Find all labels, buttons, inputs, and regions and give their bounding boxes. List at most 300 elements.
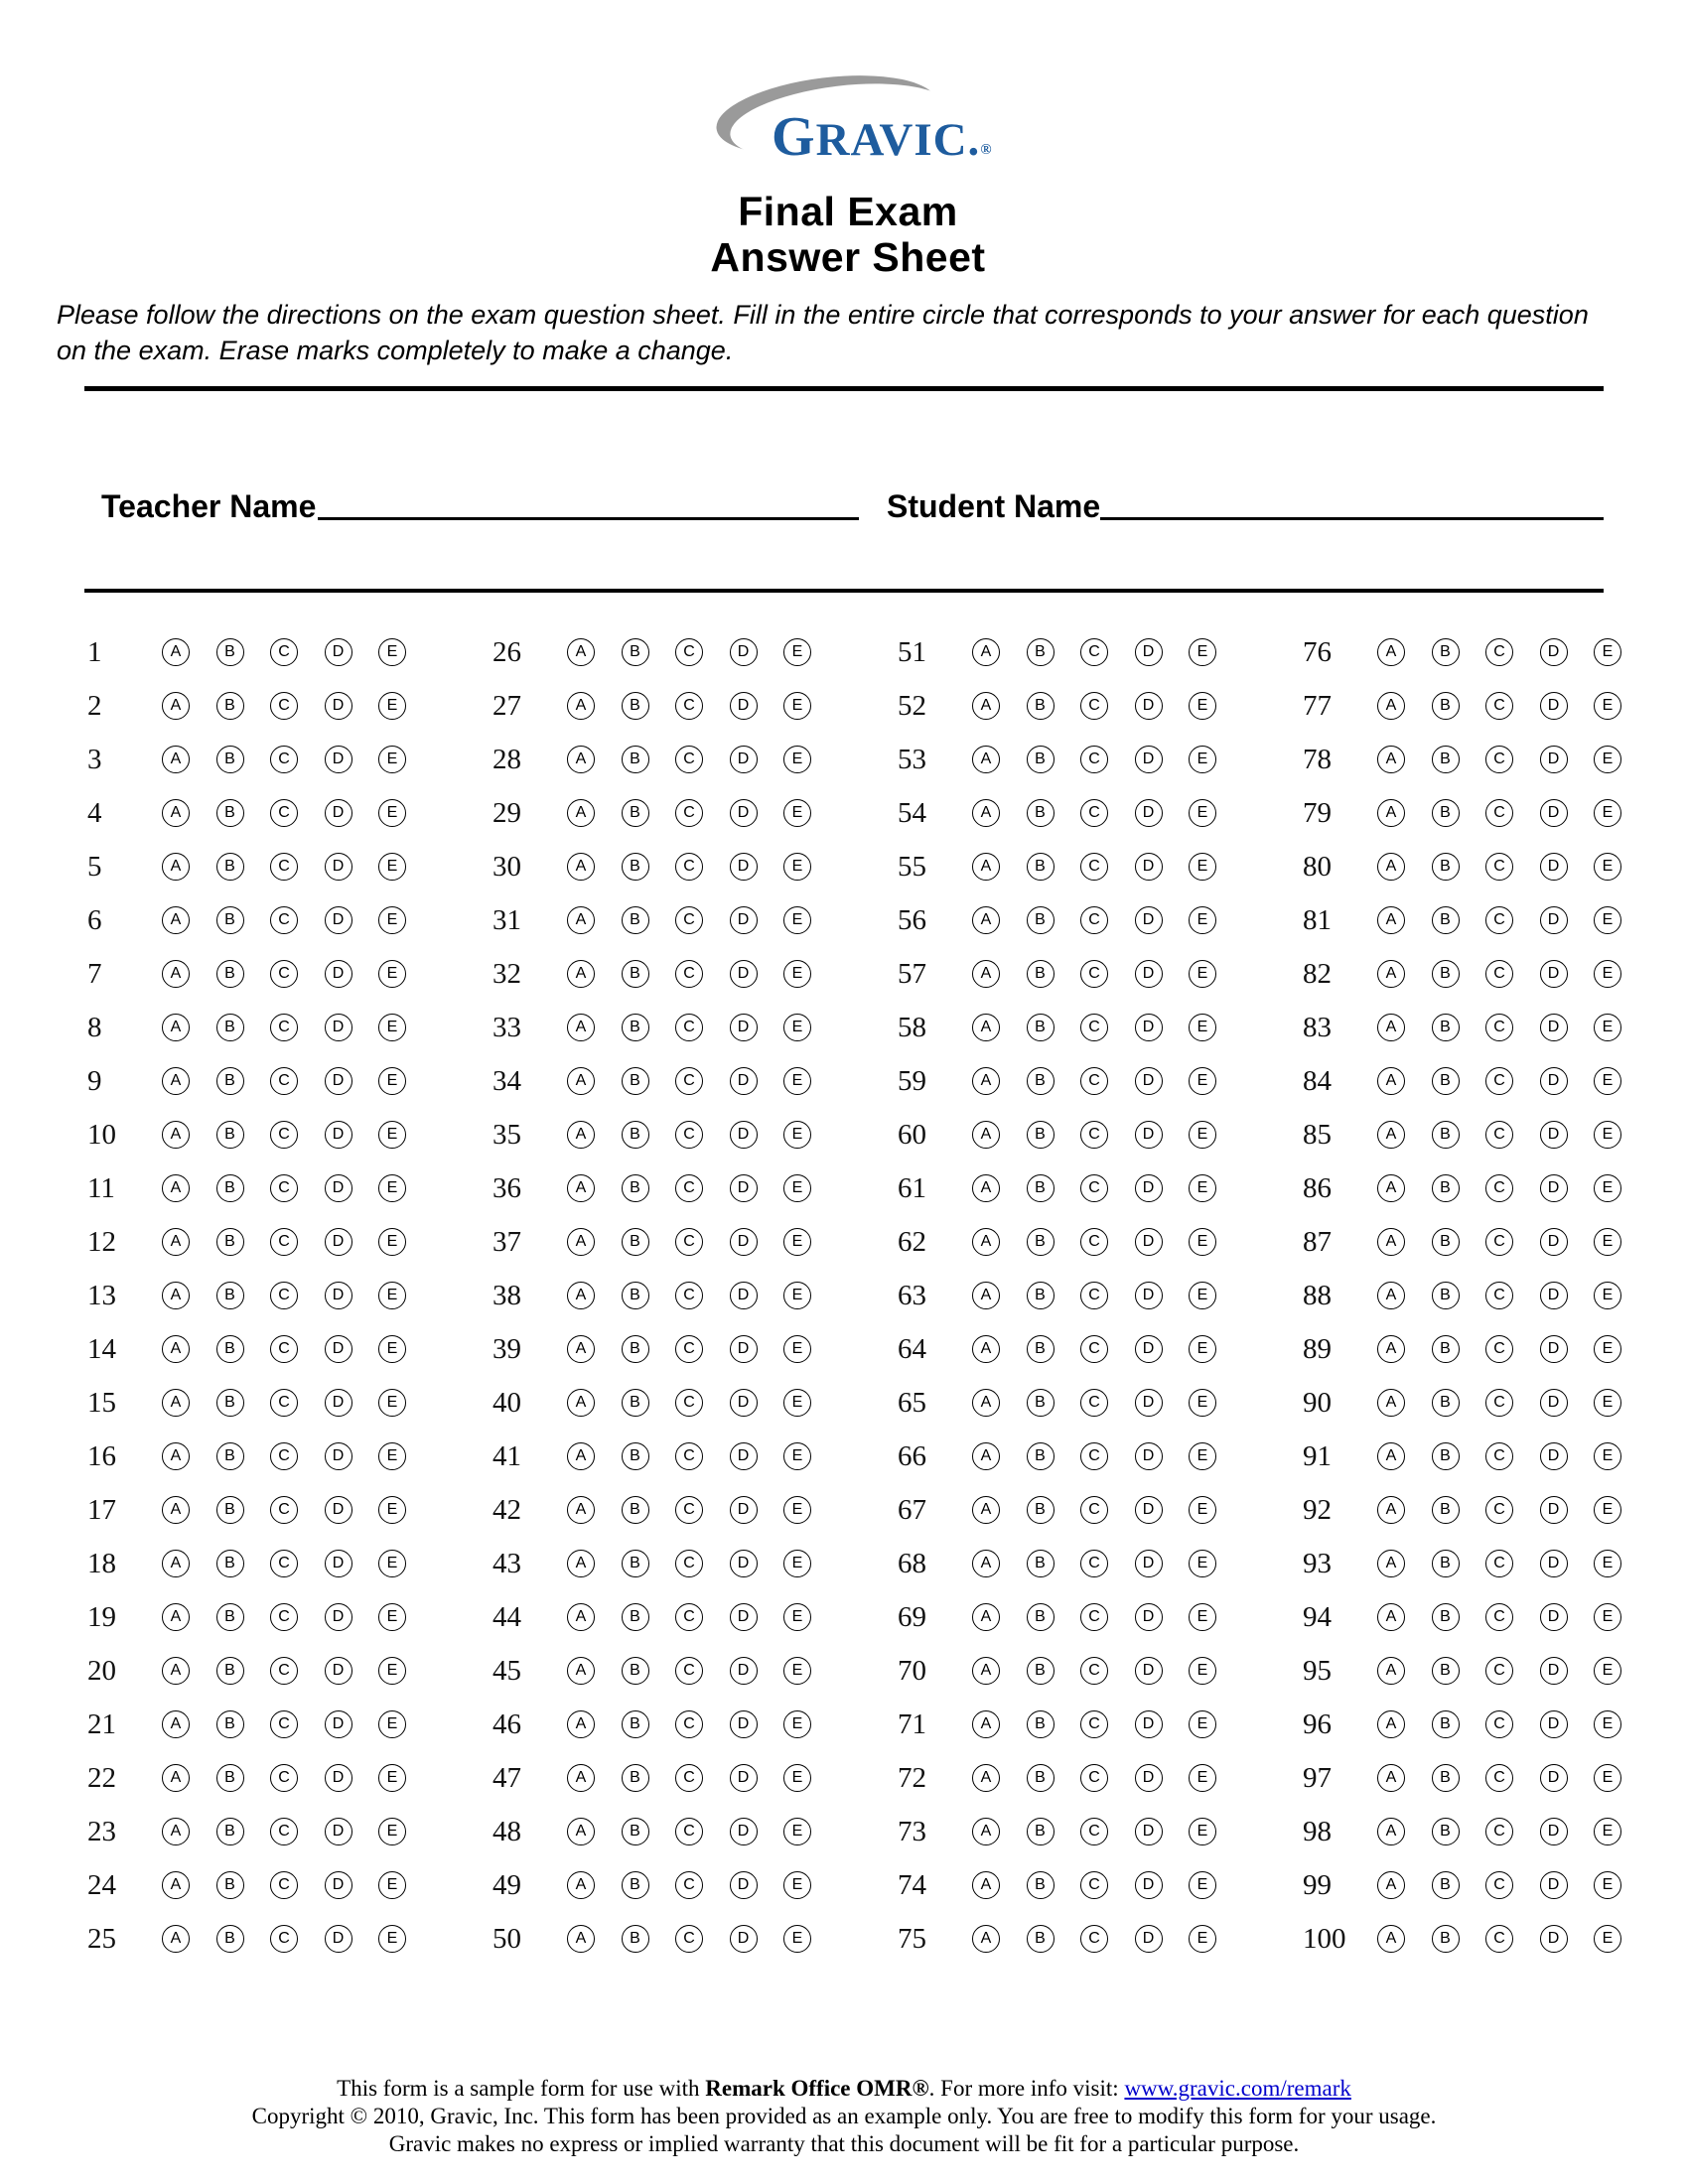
bubble-q10-B[interactable]: B [216,1121,244,1149]
bubble-q55-D[interactable]: D [1135,853,1163,881]
bubble-q96-B[interactable]: B [1432,1710,1460,1738]
bubble-q94-B[interactable]: B [1432,1603,1460,1631]
bubble-q72-A[interactable]: A [972,1764,1000,1792]
bubble-q1-E[interactable]: E [378,638,406,666]
bubble-q37-C[interactable]: C [675,1228,703,1256]
bubble-q24-D[interactable]: D [325,1871,352,1899]
bubble-q7-D[interactable]: D [325,960,352,988]
bubble-q28-B[interactable]: B [622,746,649,773]
bubble-q25-B[interactable]: B [216,1925,244,1953]
bubble-q99-A[interactable]: A [1377,1871,1405,1899]
bubble-q43-D[interactable]: D [730,1550,758,1577]
bubble-q21-B[interactable]: B [216,1710,244,1738]
bubble-q59-B[interactable]: B [1027,1067,1055,1095]
bubble-q40-B[interactable]: B [622,1389,649,1417]
bubble-q42-B[interactable]: B [622,1496,649,1524]
bubble-q32-B[interactable]: B [622,960,649,988]
bubble-q66-B[interactable]: B [1027,1442,1055,1470]
bubble-q47-A[interactable]: A [567,1764,595,1792]
bubble-q22-C[interactable]: C [270,1764,298,1792]
bubble-q100-E[interactable]: E [1594,1925,1621,1953]
bubble-q38-D[interactable]: D [730,1282,758,1309]
bubble-q89-A[interactable]: A [1377,1335,1405,1363]
bubble-q70-D[interactable]: D [1135,1657,1163,1685]
bubble-q69-A[interactable]: A [972,1603,1000,1631]
bubble-q100-C[interactable]: C [1485,1925,1513,1953]
bubble-q46-A[interactable]: A [567,1710,595,1738]
bubble-q96-E[interactable]: E [1594,1710,1621,1738]
bubble-q75-B[interactable]: B [1027,1925,1055,1953]
bubble-q16-A[interactable]: A [162,1442,190,1470]
bubble-q57-B[interactable]: B [1027,960,1055,988]
bubble-q79-A[interactable]: A [1377,799,1405,827]
bubble-q88-B[interactable]: B [1432,1282,1460,1309]
bubble-q82-B[interactable]: B [1432,960,1460,988]
bubble-q87-D[interactable]: D [1540,1228,1568,1256]
bubble-q65-C[interactable]: C [1080,1389,1108,1417]
bubble-q31-E[interactable]: E [783,906,811,934]
bubble-q11-A[interactable]: A [162,1174,190,1202]
bubble-q26-C[interactable]: C [675,638,703,666]
bubble-q19-D[interactable]: D [325,1603,352,1631]
bubble-q10-D[interactable]: D [325,1121,352,1149]
bubble-q2-B[interactable]: B [216,692,244,720]
bubble-q71-D[interactable]: D [1135,1710,1163,1738]
bubble-q22-D[interactable]: D [325,1764,352,1792]
bubble-q24-A[interactable]: A [162,1871,190,1899]
bubble-q42-C[interactable]: C [675,1496,703,1524]
bubble-q70-C[interactable]: C [1080,1657,1108,1685]
bubble-q30-C[interactable]: C [675,853,703,881]
bubble-q60-B[interactable]: B [1027,1121,1055,1149]
bubble-q15-C[interactable]: C [270,1389,298,1417]
bubble-q63-A[interactable]: A [972,1282,1000,1309]
bubble-q68-C[interactable]: C [1080,1550,1108,1577]
bubble-q59-E[interactable]: E [1189,1067,1216,1095]
bubble-q73-E[interactable]: E [1189,1818,1216,1845]
bubble-q83-D[interactable]: D [1540,1014,1568,1041]
bubble-q56-A[interactable]: A [972,906,1000,934]
bubble-q16-D[interactable]: D [325,1442,352,1470]
bubble-q50-D[interactable]: D [730,1925,758,1953]
bubble-q47-E[interactable]: E [783,1764,811,1792]
bubble-q45-B[interactable]: B [622,1657,649,1685]
bubble-q59-D[interactable]: D [1135,1067,1163,1095]
bubble-q21-C[interactable]: C [270,1710,298,1738]
bubble-q60-E[interactable]: E [1189,1121,1216,1149]
bubble-q33-A[interactable]: A [567,1014,595,1041]
bubble-q61-B[interactable]: B [1027,1174,1055,1202]
bubble-q50-C[interactable]: C [675,1925,703,1953]
bubble-q79-C[interactable]: C [1485,799,1513,827]
bubble-q72-D[interactable]: D [1135,1764,1163,1792]
bubble-q93-E[interactable]: E [1594,1550,1621,1577]
bubble-q56-C[interactable]: C [1080,906,1108,934]
bubble-q27-C[interactable]: C [675,692,703,720]
bubble-q80-C[interactable]: C [1485,853,1513,881]
bubble-q84-E[interactable]: E [1594,1067,1621,1095]
bubble-q38-A[interactable]: A [567,1282,595,1309]
bubble-q39-A[interactable]: A [567,1335,595,1363]
bubble-q99-E[interactable]: E [1594,1871,1621,1899]
bubble-q72-B[interactable]: B [1027,1764,1055,1792]
bubble-q27-B[interactable]: B [622,692,649,720]
bubble-q12-B[interactable]: B [216,1228,244,1256]
teacher-name-field[interactable] [318,517,859,520]
bubble-q39-D[interactable]: D [730,1335,758,1363]
bubble-q74-C[interactable]: C [1080,1871,1108,1899]
bubble-q48-C[interactable]: C [675,1818,703,1845]
bubble-q23-A[interactable]: A [162,1818,190,1845]
bubble-q22-A[interactable]: A [162,1764,190,1792]
bubble-q8-D[interactable]: D [325,1014,352,1041]
bubble-q55-B[interactable]: B [1027,853,1055,881]
bubble-q94-D[interactable]: D [1540,1603,1568,1631]
bubble-q89-C[interactable]: C [1485,1335,1513,1363]
bubble-q71-B[interactable]: B [1027,1710,1055,1738]
bubble-q53-E[interactable]: E [1189,746,1216,773]
bubble-q26-B[interactable]: B [622,638,649,666]
bubble-q14-A[interactable]: A [162,1335,190,1363]
bubble-q81-C[interactable]: C [1485,906,1513,934]
bubble-q73-D[interactable]: D [1135,1818,1163,1845]
bubble-q29-E[interactable]: E [783,799,811,827]
bubble-q9-C[interactable]: C [270,1067,298,1095]
bubble-q64-B[interactable]: B [1027,1335,1055,1363]
bubble-q100-A[interactable]: A [1377,1925,1405,1953]
bubble-q3-A[interactable]: A [162,746,190,773]
bubble-q52-B[interactable]: B [1027,692,1055,720]
bubble-q7-E[interactable]: E [378,960,406,988]
bubble-q26-E[interactable]: E [783,638,811,666]
bubble-q45-E[interactable]: E [783,1657,811,1685]
bubble-q33-B[interactable]: B [622,1014,649,1041]
bubble-q16-C[interactable]: C [270,1442,298,1470]
bubble-q17-A[interactable]: A [162,1496,190,1524]
bubble-q73-C[interactable]: C [1080,1818,1108,1845]
bubble-q95-E[interactable]: E [1594,1657,1621,1685]
bubble-q94-C[interactable]: C [1485,1603,1513,1631]
bubble-q67-B[interactable]: B [1027,1496,1055,1524]
bubble-q97-E[interactable]: E [1594,1764,1621,1792]
bubble-q4-A[interactable]: A [162,799,190,827]
bubble-q20-D[interactable]: D [325,1657,352,1685]
bubble-q63-C[interactable]: C [1080,1282,1108,1309]
bubble-q19-E[interactable]: E [378,1603,406,1631]
bubble-q65-E[interactable]: E [1189,1389,1216,1417]
bubble-q15-D[interactable]: D [325,1389,352,1417]
bubble-q7-B[interactable]: B [216,960,244,988]
bubble-q46-C[interactable]: C [675,1710,703,1738]
bubble-q23-C[interactable]: C [270,1818,298,1845]
bubble-q56-E[interactable]: E [1189,906,1216,934]
bubble-q29-B[interactable]: B [622,799,649,827]
bubble-q91-D[interactable]: D [1540,1442,1568,1470]
bubble-q72-C[interactable]: C [1080,1764,1108,1792]
bubble-q77-A[interactable]: A [1377,692,1405,720]
bubble-q84-B[interactable]: B [1432,1067,1460,1095]
bubble-q10-A[interactable]: A [162,1121,190,1149]
bubble-q97-B[interactable]: B [1432,1764,1460,1792]
bubble-q68-D[interactable]: D [1135,1550,1163,1577]
gravic-remark-link[interactable]: www.gravic.com/remark [1124,2076,1351,2101]
bubble-q3-D[interactable]: D [325,746,352,773]
bubble-q22-E[interactable]: E [378,1764,406,1792]
bubble-q7-C[interactable]: C [270,960,298,988]
bubble-q72-E[interactable]: E [1189,1764,1216,1792]
bubble-q77-E[interactable]: E [1594,692,1621,720]
bubble-q12-A[interactable]: A [162,1228,190,1256]
bubble-q85-B[interactable]: B [1432,1121,1460,1149]
bubble-q56-D[interactable]: D [1135,906,1163,934]
bubble-q49-D[interactable]: D [730,1871,758,1899]
bubble-q65-B[interactable]: B [1027,1389,1055,1417]
bubble-q82-C[interactable]: C [1485,960,1513,988]
bubble-q94-A[interactable]: A [1377,1603,1405,1631]
bubble-q64-E[interactable]: E [1189,1335,1216,1363]
bubble-q53-A[interactable]: A [972,746,1000,773]
bubble-q29-A[interactable]: A [567,799,595,827]
bubble-q41-A[interactable]: A [567,1442,595,1470]
bubble-q63-B[interactable]: B [1027,1282,1055,1309]
bubble-q20-B[interactable]: B [216,1657,244,1685]
bubble-q92-E[interactable]: E [1594,1496,1621,1524]
bubble-q97-A[interactable]: A [1377,1764,1405,1792]
bubble-q79-D[interactable]: D [1540,799,1568,827]
bubble-q52-A[interactable]: A [972,692,1000,720]
bubble-q37-B[interactable]: B [622,1228,649,1256]
bubble-q90-C[interactable]: C [1485,1389,1513,1417]
bubble-q2-A[interactable]: A [162,692,190,720]
bubble-q30-B[interactable]: B [622,853,649,881]
bubble-q44-C[interactable]: C [675,1603,703,1631]
bubble-q5-C[interactable]: C [270,853,298,881]
bubble-q38-B[interactable]: B [622,1282,649,1309]
bubble-q61-E[interactable]: E [1189,1174,1216,1202]
bubble-q2-C[interactable]: C [270,692,298,720]
bubble-q46-D[interactable]: D [730,1710,758,1738]
bubble-q55-C[interactable]: C [1080,853,1108,881]
bubble-q80-D[interactable]: D [1540,853,1568,881]
bubble-q66-E[interactable]: E [1189,1442,1216,1470]
bubble-q32-A[interactable]: A [567,960,595,988]
bubble-q13-E[interactable]: E [378,1282,406,1309]
bubble-q76-B[interactable]: B [1432,638,1460,666]
bubble-q77-D[interactable]: D [1540,692,1568,720]
bubble-q14-E[interactable]: E [378,1335,406,1363]
bubble-q53-C[interactable]: C [1080,746,1108,773]
bubble-q20-A[interactable]: A [162,1657,190,1685]
bubble-q42-E[interactable]: E [783,1496,811,1524]
bubble-q2-D[interactable]: D [325,692,352,720]
bubble-q78-E[interactable]: E [1594,746,1621,773]
bubble-q89-B[interactable]: B [1432,1335,1460,1363]
bubble-q58-C[interactable]: C [1080,1014,1108,1041]
bubble-q70-E[interactable]: E [1189,1657,1216,1685]
bubble-q43-C[interactable]: C [675,1550,703,1577]
bubble-q95-D[interactable]: D [1540,1657,1568,1685]
bubble-q59-A[interactable]: A [972,1067,1000,1095]
bubble-q6-C[interactable]: C [270,906,298,934]
bubble-q46-E[interactable]: E [783,1710,811,1738]
bubble-q36-E[interactable]: E [783,1174,811,1202]
bubble-q41-B[interactable]: B [622,1442,649,1470]
bubble-q99-C[interactable]: C [1485,1871,1513,1899]
bubble-q74-E[interactable]: E [1189,1871,1216,1899]
bubble-q21-A[interactable]: A [162,1710,190,1738]
bubble-q14-C[interactable]: C [270,1335,298,1363]
bubble-q68-E[interactable]: E [1189,1550,1216,1577]
bubble-q15-E[interactable]: E [378,1389,406,1417]
bubble-q69-D[interactable]: D [1135,1603,1163,1631]
bubble-q4-D[interactable]: D [325,799,352,827]
bubble-q26-A[interactable]: A [567,638,595,666]
bubble-q98-B[interactable]: B [1432,1818,1460,1845]
bubble-q49-E[interactable]: E [783,1871,811,1899]
bubble-q61-C[interactable]: C [1080,1174,1108,1202]
bubble-q48-D[interactable]: D [730,1818,758,1845]
bubble-q96-A[interactable]: A [1377,1710,1405,1738]
bubble-q48-A[interactable]: A [567,1818,595,1845]
bubble-q89-D[interactable]: D [1540,1335,1568,1363]
bubble-q95-B[interactable]: B [1432,1657,1460,1685]
bubble-q81-E[interactable]: E [1594,906,1621,934]
bubble-q3-E[interactable]: E [378,746,406,773]
bubble-q11-D[interactable]: D [325,1174,352,1202]
bubble-q22-B[interactable]: B [216,1764,244,1792]
bubble-q18-C[interactable]: C [270,1550,298,1577]
bubble-q87-B[interactable]: B [1432,1228,1460,1256]
bubble-q46-B[interactable]: B [622,1710,649,1738]
bubble-q31-B[interactable]: B [622,906,649,934]
bubble-q63-E[interactable]: E [1189,1282,1216,1309]
bubble-q47-C[interactable]: C [675,1764,703,1792]
bubble-q11-E[interactable]: E [378,1174,406,1202]
bubble-q58-B[interactable]: B [1027,1014,1055,1041]
bubble-q82-A[interactable]: A [1377,960,1405,988]
bubble-q77-B[interactable]: B [1432,692,1460,720]
bubble-q79-E[interactable]: E [1594,799,1621,827]
bubble-q76-C[interactable]: C [1485,638,1513,666]
bubble-q74-D[interactable]: D [1135,1871,1163,1899]
bubble-q86-D[interactable]: D [1540,1174,1568,1202]
bubble-q53-D[interactable]: D [1135,746,1163,773]
bubble-q5-E[interactable]: E [378,853,406,881]
bubble-q23-B[interactable]: B [216,1818,244,1845]
bubble-q88-C[interactable]: C [1485,1282,1513,1309]
bubble-q92-C[interactable]: C [1485,1496,1513,1524]
bubble-q1-D[interactable]: D [325,638,352,666]
bubble-q78-C[interactable]: C [1485,746,1513,773]
bubble-q23-E[interactable]: E [378,1818,406,1845]
bubble-q34-D[interactable]: D [730,1067,758,1095]
bubble-q93-A[interactable]: A [1377,1550,1405,1577]
bubble-q45-C[interactable]: C [675,1657,703,1685]
bubble-q77-C[interactable]: C [1485,692,1513,720]
bubble-q15-B[interactable]: B [216,1389,244,1417]
student-name-field[interactable] [1100,517,1604,520]
bubble-q18-D[interactable]: D [325,1550,352,1577]
bubble-q9-D[interactable]: D [325,1067,352,1095]
bubble-q39-E[interactable]: E [783,1335,811,1363]
bubble-q99-B[interactable]: B [1432,1871,1460,1899]
bubble-q57-E[interactable]: E [1189,960,1216,988]
bubble-q87-A[interactable]: A [1377,1228,1405,1256]
bubble-q62-A[interactable]: A [972,1228,1000,1256]
bubble-q67-A[interactable]: A [972,1496,1000,1524]
bubble-q35-E[interactable]: E [783,1121,811,1149]
bubble-q6-B[interactable]: B [216,906,244,934]
bubble-q17-C[interactable]: C [270,1496,298,1524]
bubble-q55-E[interactable]: E [1189,853,1216,881]
bubble-q12-D[interactable]: D [325,1228,352,1256]
bubble-q35-A[interactable]: A [567,1121,595,1149]
bubble-q59-C[interactable]: C [1080,1067,1108,1095]
bubble-q95-A[interactable]: A [1377,1657,1405,1685]
bubble-q44-D[interactable]: D [730,1603,758,1631]
bubble-q26-D[interactable]: D [730,638,758,666]
bubble-q83-A[interactable]: A [1377,1014,1405,1041]
bubble-q54-A[interactable]: A [972,799,1000,827]
bubble-q55-A[interactable]: A [972,853,1000,881]
bubble-q57-A[interactable]: A [972,960,1000,988]
bubble-q54-E[interactable]: E [1189,799,1216,827]
bubble-q80-B[interactable]: B [1432,853,1460,881]
bubble-q49-B[interactable]: B [622,1871,649,1899]
bubble-q28-D[interactable]: D [730,746,758,773]
bubble-q41-D[interactable]: D [730,1442,758,1470]
bubble-q12-E[interactable]: E [378,1228,406,1256]
bubble-q90-A[interactable]: A [1377,1389,1405,1417]
bubble-q8-C[interactable]: C [270,1014,298,1041]
bubble-q83-B[interactable]: B [1432,1014,1460,1041]
bubble-q44-B[interactable]: B [622,1603,649,1631]
bubble-q24-E[interactable]: E [378,1871,406,1899]
bubble-q70-A[interactable]: A [972,1657,1000,1685]
bubble-q84-D[interactable]: D [1540,1067,1568,1095]
bubble-q19-B[interactable]: B [216,1603,244,1631]
bubble-q92-B[interactable]: B [1432,1496,1460,1524]
bubble-q79-B[interactable]: B [1432,799,1460,827]
bubble-q5-D[interactable]: D [325,853,352,881]
bubble-q64-D[interactable]: D [1135,1335,1163,1363]
bubble-q38-E[interactable]: E [783,1282,811,1309]
bubble-q83-E[interactable]: E [1594,1014,1621,1041]
bubble-q1-A[interactable]: A [162,638,190,666]
bubble-q41-C[interactable]: C [675,1442,703,1470]
bubble-q1-B[interactable]: B [216,638,244,666]
bubble-q52-D[interactable]: D [1135,692,1163,720]
bubble-q17-B[interactable]: B [216,1496,244,1524]
bubble-q14-B[interactable]: B [216,1335,244,1363]
bubble-q98-A[interactable]: A [1377,1818,1405,1845]
bubble-q9-B[interactable]: B [216,1067,244,1095]
bubble-q13-D[interactable]: D [325,1282,352,1309]
bubble-q84-C[interactable]: C [1485,1067,1513,1095]
bubble-q32-C[interactable]: C [675,960,703,988]
bubble-q6-E[interactable]: E [378,906,406,934]
bubble-q47-D[interactable]: D [730,1764,758,1792]
bubble-q54-D[interactable]: D [1135,799,1163,827]
bubble-q27-E[interactable]: E [783,692,811,720]
bubble-q21-D[interactable]: D [325,1710,352,1738]
bubble-q30-A[interactable]: A [567,853,595,881]
bubble-q80-E[interactable]: E [1594,853,1621,881]
bubble-q93-B[interactable]: B [1432,1550,1460,1577]
bubble-q68-A[interactable]: A [972,1550,1000,1577]
bubble-q88-D[interactable]: D [1540,1282,1568,1309]
bubble-q44-A[interactable]: A [567,1603,595,1631]
